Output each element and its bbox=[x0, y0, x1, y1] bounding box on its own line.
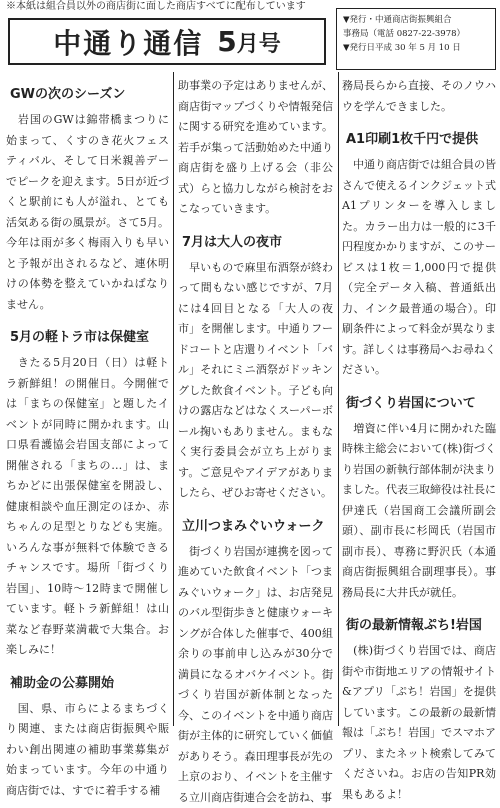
section-heading: GWの次のシーズン bbox=[10, 86, 169, 104]
article-body: (株)街づくり岩国では、商店街や市街地エリアの情報サイト&アプリ「ぷち！岩国」を提供しています。この最新の最新情報は「ぷち！岩国」でスマホアプリ、またネット検索してみてくださいね。お店の告知PR効果もあるよ！ bbox=[342, 641, 496, 805]
office-line: 事務局（電話 0827-22-3978） bbox=[343, 27, 489, 41]
newsletter-title: 中通り通信 bbox=[53, 22, 203, 62]
article-body: 助事業の予定はありませんが、商店街マップづくりや情報発信に関する研究を進めています。若手が集って活動始めた中通り商店街を盛り上げる会（非公式）らと協力しながら検討をおこなっていきます。 bbox=[178, 76, 333, 220]
column-middle bbox=[178, 76, 333, 726]
section-heading: 街づくり岩国について bbox=[346, 395, 496, 413]
article-body: 岩国のGWは錦帯橋まつりに始まって、くすのき花火フェスティバル、そして日米親善デーでピークを迎えます。5日が近づくと駅前にも人が溢れ、とても活気ある街の風景が。さて5月。今年は雨が多く梅雨入りも早いと予報が出されるなど、連休明けの体勢を整えていかねばなりません。 bbox=[6, 110, 169, 315]
issue-date-line: ▼発行日平成 30 年 5 月 10 日 bbox=[343, 41, 489, 55]
section-heading: 立川つまみぐいウォーク bbox=[182, 518, 333, 536]
issue-month bbox=[217, 25, 281, 58]
column-divider bbox=[173, 72, 174, 726]
issue-month-number: 5 bbox=[217, 25, 236, 58]
issue-month-suffix: 月号 bbox=[237, 32, 281, 57]
section-heading: A1印刷1枚千円で提供 bbox=[346, 131, 496, 149]
column-left bbox=[6, 76, 169, 726]
article-body: きたる5月20日（日）は軽トラ新鮮組！の開催日。今開催では「まちの保健室」と題したイベントが同時に開かれます。山口県看護協会岩国支部によって開催される「まちの…」は、まちかどに出張保健室を開設し、健康相談や血圧測定のほか、赤ちゃんの足型とりなども実施。いろんな事が無料で体験できるチャンスです。場所「街づくり岩国」、10時〜12時まで開催しています。軽トラ新鮮組！は山菜など春野菜満載で大集合。お楽しみに！ bbox=[6, 353, 169, 661]
article-body: 増資に伴い4月に開かれた臨時株主総会において(株)街づくり岩国の新執行部体制が決まりました。代表三取締役は社長に伊達氏（岩国商工会議所副会頭）、副市長に杉岡氏（岩国市副市長）、専務に野沢氏（本通商店街振興組合副理事長）。事務局長に大井氏が就任。 bbox=[342, 419, 496, 604]
article-body: 務局長らから直接、そのノウハウを学んできました。 bbox=[342, 76, 496, 117]
distribution-notice: ※本紙は組合員以外の商店街に面した商店すべてに配布しています bbox=[6, 1, 336, 13]
section-heading: 街の最新情報ぷち!岩国 bbox=[346, 617, 496, 635]
section-heading: 補助金の公募開始 bbox=[10, 675, 169, 693]
publisher-line: ▼発行・中通商店街振興組合 bbox=[343, 13, 489, 27]
column-divider bbox=[338, 72, 339, 726]
article-body: 早いもので麻里布酒祭が終わって間もない感じですが、7月には4回目となる「大人の夜市」を開催します。中通りフードコートと店還りイベント「バル」それにミニ酒祭がドッキングした飲食イベント。子ども向けの露店などはなくスーパーボール掬いもありません。まもなく実行委員会が立ち上がります。ご意見やアイデアがありましたら、ぜひお寄せください。 bbox=[178, 258, 333, 504]
article-body: 国、県、市らによるまちづくり関連、または商店街振興や賑わい創出関連の補助事業募集が始まっています。今年の中通り商店街では、すでに着手する補 bbox=[6, 699, 169, 802]
publisher-box bbox=[336, 8, 496, 70]
article-body: 中通り商店街では組合員の皆さんで使えるインクジェット式A1プリンターを導入しました。カラー出力は一般的に3千円程度かかりますが、このサービスは1枚＝1,000円で提供（完全データ入稿、普通紙出力、インク最普通の場合）。印刷条件によって料金が異なります。詳しくは事務局へお尋ねください。 bbox=[342, 155, 496, 381]
masthead bbox=[8, 18, 326, 65]
column-right bbox=[342, 76, 496, 726]
article-body: 街づくり岩国が連携を図って進めていた飲食イベント「つまみぐいウォーク」は、お店発見のバル型街歩きと健康ウォーキングが合体した催事で、400組余りの事前申し込みが30分で満員になるオバケイベント。街づくり岩国が新体制となった今、このイベントを中通り商店街が主体的に研究していく価値がありそう。森田理事長が先の上京のおり、イベントを主催する立川商店街連合会を訪ね、事 bbox=[178, 542, 333, 808]
section-heading: 7月は大人の夜市 bbox=[182, 234, 333, 252]
section-heading: 5月の軽トラ市は保健室 bbox=[10, 329, 169, 347]
